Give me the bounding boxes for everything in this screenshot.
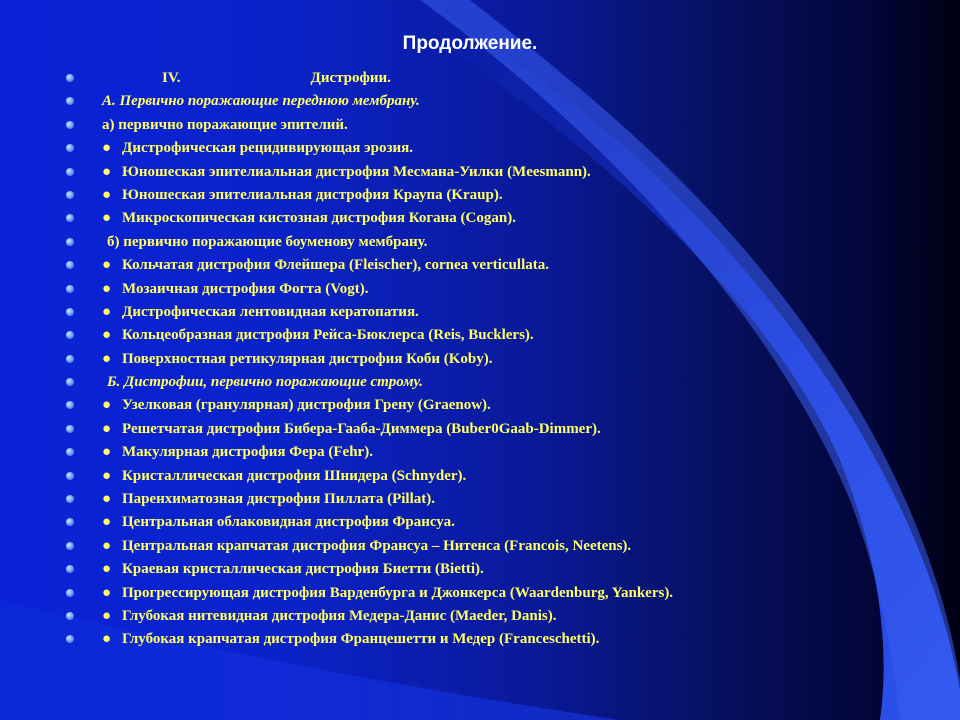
inner-bullet-icon: ●	[102, 210, 112, 227]
list-item-section-b	[62, 371, 882, 394]
list-item	[62, 184, 882, 207]
inner-bullet-icon: ●	[102, 584, 112, 601]
bullet-icon	[66, 121, 74, 129]
item-text: Поверхностная ретикулярная дистрофия Коби (Koby).	[122, 350, 493, 367]
item-text: Юношеская эпителиальная дистрофия Месмана-Уилки (Meesmann).	[122, 163, 591, 180]
inner-bullet-icon: ●	[102, 491, 112, 508]
inner-bullet-icon: ●	[102, 561, 112, 578]
list-item	[62, 161, 882, 184]
bullet-icon	[66, 448, 74, 456]
list-item	[62, 394, 882, 417]
content-list	[62, 67, 882, 652]
item-text: Кольцеобразная дистрофия Рейса-Бюклерса (Reis, Bucklers).	[122, 327, 534, 344]
list-item	[62, 418, 882, 441]
bullet-icon	[66, 635, 74, 643]
list-item	[62, 324, 882, 347]
list-item-sub-a	[62, 114, 882, 137]
inner-bullet-icon: ●	[102, 257, 112, 274]
list-item	[62, 137, 882, 160]
inner-bullet-icon: ●	[102, 140, 112, 157]
bullet-icon	[66, 542, 74, 550]
bullet-icon	[66, 191, 74, 199]
item-text: Центральная облаковидная дистрофия Франсуа.	[122, 514, 455, 531]
list-item	[62, 465, 882, 488]
item-text: Микроскопическая кистозная дистрофия Когана (Cogan).	[122, 210, 516, 227]
list-item	[62, 488, 882, 511]
inner-bullet-icon: ●	[102, 607, 112, 624]
item-text: Макулярная дистрофия Фера (Fehr).	[122, 444, 373, 461]
inner-bullet-icon: ●	[102, 444, 112, 461]
item-text: Мозаичная дистрофия Фогта (Vogt).	[122, 280, 369, 297]
bullet-icon	[66, 565, 74, 573]
bullet-icon	[66, 425, 74, 433]
bullet-icon	[66, 518, 74, 526]
list-item	[62, 558, 882, 581]
bullet-icon	[66, 472, 74, 480]
inner-bullet-icon: ●	[102, 537, 112, 554]
inner-bullet-icon: ●	[102, 631, 112, 648]
inner-bullet-icon: ●	[102, 303, 112, 320]
item-text: Дистрофическая лентовидная кератопатия.	[122, 303, 419, 320]
item-text: Кольчатая дистрофия Флейшера (Fleischer), cornea verticullata.	[122, 257, 549, 274]
list-item-sub-b	[62, 231, 882, 254]
sub-a-label: а) первично поражающие эпителий.	[102, 116, 348, 133]
list-item	[62, 278, 882, 301]
inner-bullet-icon: ●	[102, 350, 112, 367]
bullet-icon	[66, 144, 74, 152]
heading-number: IV.	[162, 70, 181, 86]
item-text: Центральная крапчатая дистрофия Франсуа – Нитенса (Francois, Neetens).	[122, 537, 632, 554]
list-item	[62, 628, 882, 651]
list-item	[62, 511, 882, 534]
inner-bullet-icon: ●	[102, 186, 112, 203]
inner-bullet-icon: ●	[102, 280, 112, 297]
list-item	[62, 207, 882, 230]
bullet-icon	[66, 214, 74, 222]
inner-bullet-icon: ●	[102, 514, 112, 531]
bullet-icon	[66, 355, 74, 363]
list-item-section-a	[62, 90, 882, 113]
item-text: Глубокая крапчатая дистрофия Францешетти и Медер (Franceschetti).	[122, 631, 600, 648]
list-item-heading	[62, 67, 882, 90]
list-item	[62, 441, 882, 464]
bullet-icon	[66, 97, 74, 105]
bullet-icon	[66, 308, 74, 316]
list-item	[62, 605, 882, 628]
bullet-icon	[66, 285, 74, 293]
item-text: Паренхиматозная дистрофия Пиллата (Pillat).	[122, 491, 436, 508]
sub-b-label: б) первично поражающие боуменову мембрану.	[107, 233, 428, 250]
bullet-icon	[66, 238, 74, 246]
item-text: Глубокая нитевидная дистрофия Медера-Данис (Maeder, Danis).	[122, 607, 557, 624]
item-text: Юношеская эпителиальная дистрофия Краупа (Kraup).	[122, 186, 503, 203]
list-item	[62, 348, 882, 371]
bullet-icon	[66, 168, 74, 176]
inner-bullet-icon: ●	[102, 163, 112, 180]
inner-bullet-icon: ●	[102, 327, 112, 344]
bullet-icon	[66, 74, 74, 82]
inner-bullet-icon: ●	[102, 467, 112, 484]
list-item	[62, 301, 882, 324]
bullet-icon	[66, 495, 74, 503]
item-text: Дистрофическая рецидивирующая эрозия.	[122, 140, 414, 157]
bullet-icon	[66, 261, 74, 269]
list-item	[62, 254, 882, 277]
item-text: Краевая кристаллическая дистрофия Биетти (Bietti).	[122, 561, 484, 578]
section-b-label: Б. Дистрофии, первично поражающие строму.	[107, 374, 423, 391]
inner-bullet-icon: ●	[102, 420, 112, 437]
section-a-label: А. Первично поражающие переднюю мембрану.	[102, 93, 420, 110]
list-item	[62, 582, 882, 605]
bullet-icon	[66, 589, 74, 597]
list-item	[62, 535, 882, 558]
inner-bullet-icon: ●	[102, 397, 112, 414]
bullet-icon	[66, 378, 74, 386]
slide-title: Продолжение.	[402, 33, 538, 54]
bullet-icon	[66, 612, 74, 620]
item-text: Кристаллическая дистрофия Шнидера (Schnyder).	[122, 467, 467, 484]
item-text: Узелковая (гранулярная) дистрофия Грену (Graenow).	[122, 397, 491, 414]
item-text: Решетчатая дистрофия Бибера-Гааба-Диммера (Buber0Gaab-Dimmer).	[122, 420, 601, 437]
item-text: Прогрессирующая дистрофия Варденбурга и Джонкерса (Waardenburg, Yankers).	[122, 584, 674, 601]
bullet-icon	[66, 401, 74, 409]
bullet-icon	[66, 331, 74, 339]
heading-label: Дистрофии.	[310, 70, 391, 86]
